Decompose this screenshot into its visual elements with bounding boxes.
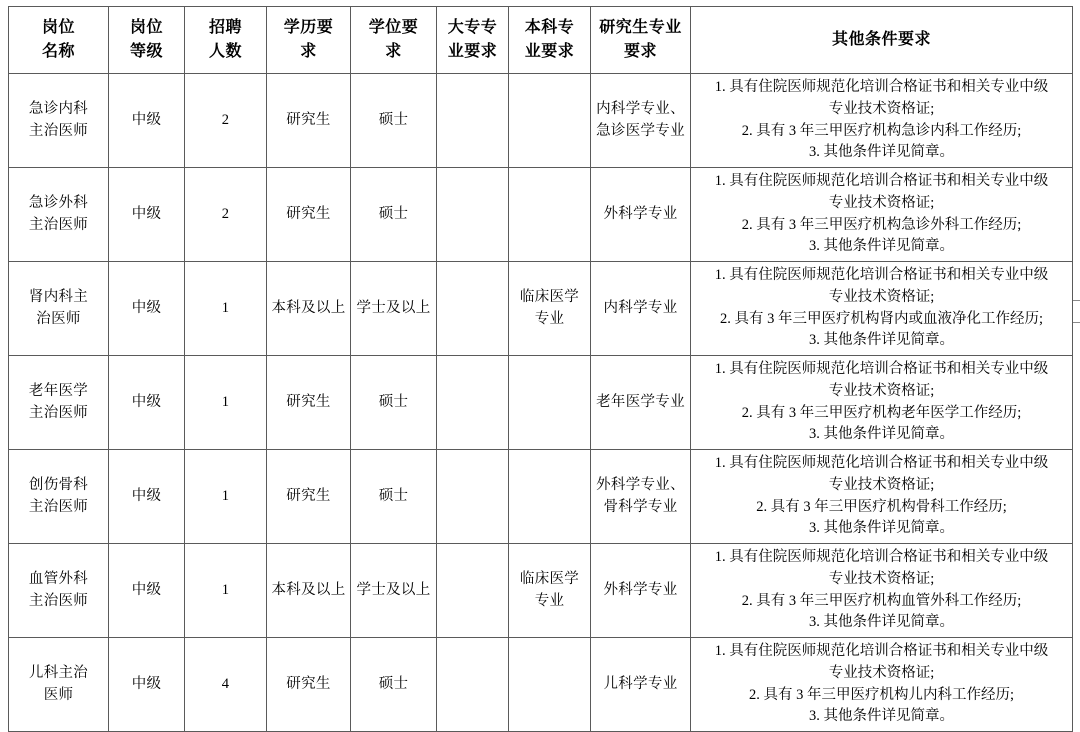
cell-job-level: 中级	[109, 450, 185, 544]
cell-degree: 硕士	[351, 450, 437, 544]
cell-other-conditions: 1. 具有住院医师规范化培训合格证书和相关专业中级 专业技术资格证; 2. 具有 3 年三甲医疗机构肾内或血液净化工作经历; 3. 其他条件详见简章。	[691, 262, 1073, 356]
cell-degree: 硕士	[351, 168, 437, 262]
cell-college-major	[437, 168, 509, 262]
cell-job-level: 中级	[109, 262, 185, 356]
header-graduate-major: 研究生专业 要求	[591, 7, 691, 74]
cell-other-conditions: 1. 具有住院医师规范化培训合格证书和相关专业中级 专业技术资格证; 2. 具有 3 年三甲医疗机构老年医学工作经历; 3. 其他条件详见简章。	[691, 356, 1073, 450]
cell-job-name: 儿科主治 医师	[9, 638, 109, 732]
cell-job-level: 中级	[109, 544, 185, 638]
cell-education: 研究生	[267, 356, 351, 450]
cell-bachelor-major	[509, 168, 591, 262]
cell-education: 本科及以上	[267, 544, 351, 638]
cell-headcount: 1	[185, 262, 267, 356]
table-row	[9, 356, 1073, 450]
table-row	[9, 74, 1073, 168]
cell-graduate-major: 外科学专业	[591, 168, 691, 262]
cell-bachelor-major: 临床医学 专业	[509, 544, 591, 638]
cell-bachelor-major: 临床医学 专业	[509, 262, 591, 356]
header-bachelor-major: 本科专 业要求	[509, 7, 591, 74]
cell-bachelor-major	[509, 450, 591, 544]
cell-job-name: 老年医学 主治医师	[9, 356, 109, 450]
header-degree: 学位要 求	[351, 7, 437, 74]
cell-graduate-major: 外科学专业、 骨科学专业	[591, 450, 691, 544]
table-row	[9, 262, 1073, 356]
table-row	[9, 168, 1073, 262]
cell-college-major	[437, 544, 509, 638]
header-education: 学历要 求	[267, 7, 351, 74]
cell-bachelor-major	[509, 356, 591, 450]
cell-degree: 学士及以上	[351, 544, 437, 638]
cell-other-conditions: 1. 具有住院医师规范化培训合格证书和相关专业中级 专业技术资格证; 2. 具有 3 年三甲医疗机构血管外科工作经历; 3. 其他条件详见简章。	[691, 544, 1073, 638]
cell-college-major	[437, 356, 509, 450]
cell-college-major	[437, 74, 509, 168]
header-row	[9, 7, 1073, 74]
header-job-name: 岗位 名称	[9, 7, 109, 74]
cell-headcount: 2	[185, 74, 267, 168]
cell-other-conditions: 1. 具有住院医师规范化培训合格证书和相关专业中级 专业技术资格证; 2. 具有 3 年三甲医疗机构儿内科工作经历; 3. 其他条件详见简章。	[691, 638, 1073, 732]
cell-bachelor-major	[509, 74, 591, 168]
cell-headcount: 1	[185, 450, 267, 544]
cell-education: 研究生	[267, 638, 351, 732]
cell-education: 研究生	[267, 74, 351, 168]
header-college-major: 大专专 业要求	[437, 7, 509, 74]
cell-job-level: 中级	[109, 168, 185, 262]
cell-degree: 硕士	[351, 74, 437, 168]
cell-headcount: 4	[185, 638, 267, 732]
cell-job-name: 肾内科主 治医师	[9, 262, 109, 356]
cell-job-level: 中级	[109, 356, 185, 450]
cell-job-level: 中级	[109, 638, 185, 732]
cell-headcount: 2	[185, 168, 267, 262]
page-edge-marker	[1073, 300, 1080, 301]
cell-headcount: 1	[185, 356, 267, 450]
cell-headcount: 1	[185, 544, 267, 638]
cell-graduate-major: 内科学专业、 急诊医学专业	[591, 74, 691, 168]
cell-job-level: 中级	[109, 74, 185, 168]
cell-other-conditions: 1. 具有住院医师规范化培训合格证书和相关专业中级 专业技术资格证; 2. 具有 3 年三甲医疗机构急诊外科工作经历; 3. 其他条件详见简章。	[691, 168, 1073, 262]
cell-graduate-major: 儿科学专业	[591, 638, 691, 732]
cell-college-major	[437, 262, 509, 356]
table-row	[9, 544, 1073, 638]
table-body	[9, 74, 1073, 732]
page-edge-marker-secondary	[1073, 322, 1080, 323]
cell-degree: 硕士	[351, 638, 437, 732]
table-row	[9, 450, 1073, 544]
header-other-conditions: 其他条件要求	[691, 7, 1073, 74]
cell-education: 本科及以上	[267, 262, 351, 356]
cell-college-major	[437, 638, 509, 732]
table-header	[9, 7, 1073, 74]
header-job-level: 岗位 等级	[109, 7, 185, 74]
cell-other-conditions: 1. 具有住院医师规范化培训合格证书和相关专业中级 专业技术资格证; 2. 具有 3 年三甲医疗机构骨科工作经历; 3. 其他条件详见简章。	[691, 450, 1073, 544]
cell-job-name: 急诊内科 主治医师	[9, 74, 109, 168]
table-row	[9, 638, 1073, 732]
cell-education: 研究生	[267, 450, 351, 544]
cell-job-name: 急诊外科 主治医师	[9, 168, 109, 262]
cell-degree: 学士及以上	[351, 262, 437, 356]
cell-graduate-major: 外科学专业	[591, 544, 691, 638]
cell-college-major	[437, 450, 509, 544]
cell-other-conditions: 1. 具有住院医师规范化培训合格证书和相关专业中级 专业技术资格证; 2. 具有 3 年三甲医疗机构急诊内科工作经历; 3. 其他条件详见简章。	[691, 74, 1073, 168]
cell-bachelor-major	[509, 638, 591, 732]
cell-degree: 硕士	[351, 356, 437, 450]
cell-graduate-major: 老年医学专业	[591, 356, 691, 450]
header-headcount: 招聘 人数	[185, 7, 267, 74]
cell-education: 研究生	[267, 168, 351, 262]
cell-graduate-major: 内科学专业	[591, 262, 691, 356]
cell-job-name: 创伤骨科 主治医师	[9, 450, 109, 544]
recruitment-table	[8, 6, 1073, 732]
cell-job-name: 血管外科 主治医师	[9, 544, 109, 638]
